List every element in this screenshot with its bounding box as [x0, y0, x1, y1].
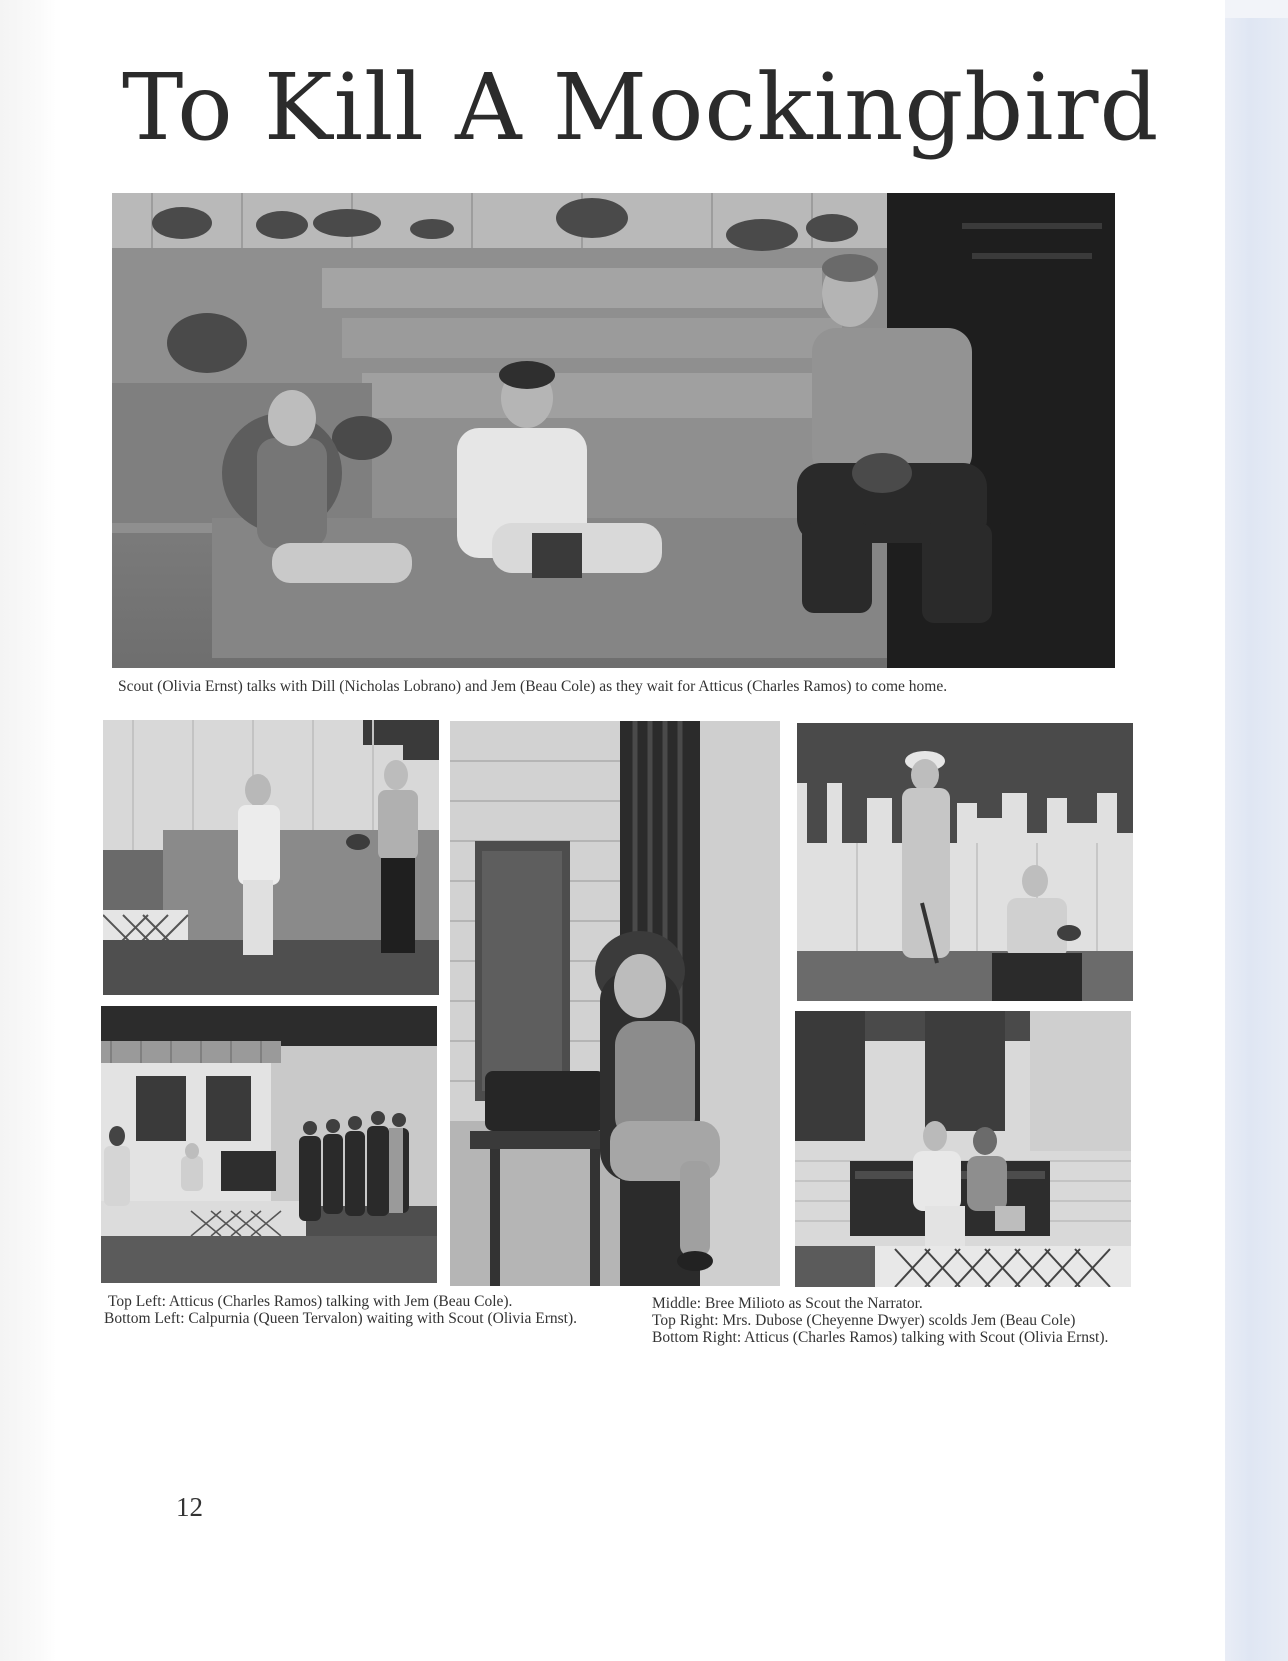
- bottom-left-photo: [101, 1006, 437, 1283]
- caption-top-left: Top Left: Atticus (Charles Ramos) talking with Jem (Beau Cole).: [108, 1293, 513, 1310]
- top-right-photo: [797, 723, 1133, 1001]
- middle-photo: [450, 721, 780, 1286]
- page-left-margin: [0, 0, 56, 1661]
- left-caption-block: [104, 1293, 577, 1327]
- bottom-right-photo: [795, 1011, 1131, 1287]
- caption-top-right: Top Right: Mrs. Dubose (Cheyenne Dwyer) scolds Jem (Beau Cole): [652, 1312, 1076, 1329]
- right-caption-block: [652, 1295, 1108, 1346]
- page-right-binding-edge: [1225, 0, 1288, 1661]
- caption-bottom-left: Bottom Left: Calpurnia (Queen Tervalon) waiting with Scout (Olivia Ernst).: [104, 1310, 577, 1327]
- main-photo: [112, 193, 1115, 668]
- caption-bottom-right: Bottom Right: Atticus (Charles Ramos) talking with Scout (Olivia Ernst).: [652, 1329, 1109, 1346]
- page-title: To Kill A Mockingbird: [122, 54, 1160, 161]
- main-photo-caption: Scout (Olivia Ernst) talks with Dill (Nicholas Lobrano) and Jem (Beau Cole) as they wait for Atticus (Charles Ramos) to come home.: [118, 678, 948, 695]
- caption-middle: Middle: Bree Milioto as Scout the Narrator.: [652, 1295, 923, 1312]
- page-right-binding-edge-top: [1225, 0, 1288, 18]
- top-left-photo: [103, 720, 439, 995]
- page-number: 12: [176, 1492, 203, 1522]
